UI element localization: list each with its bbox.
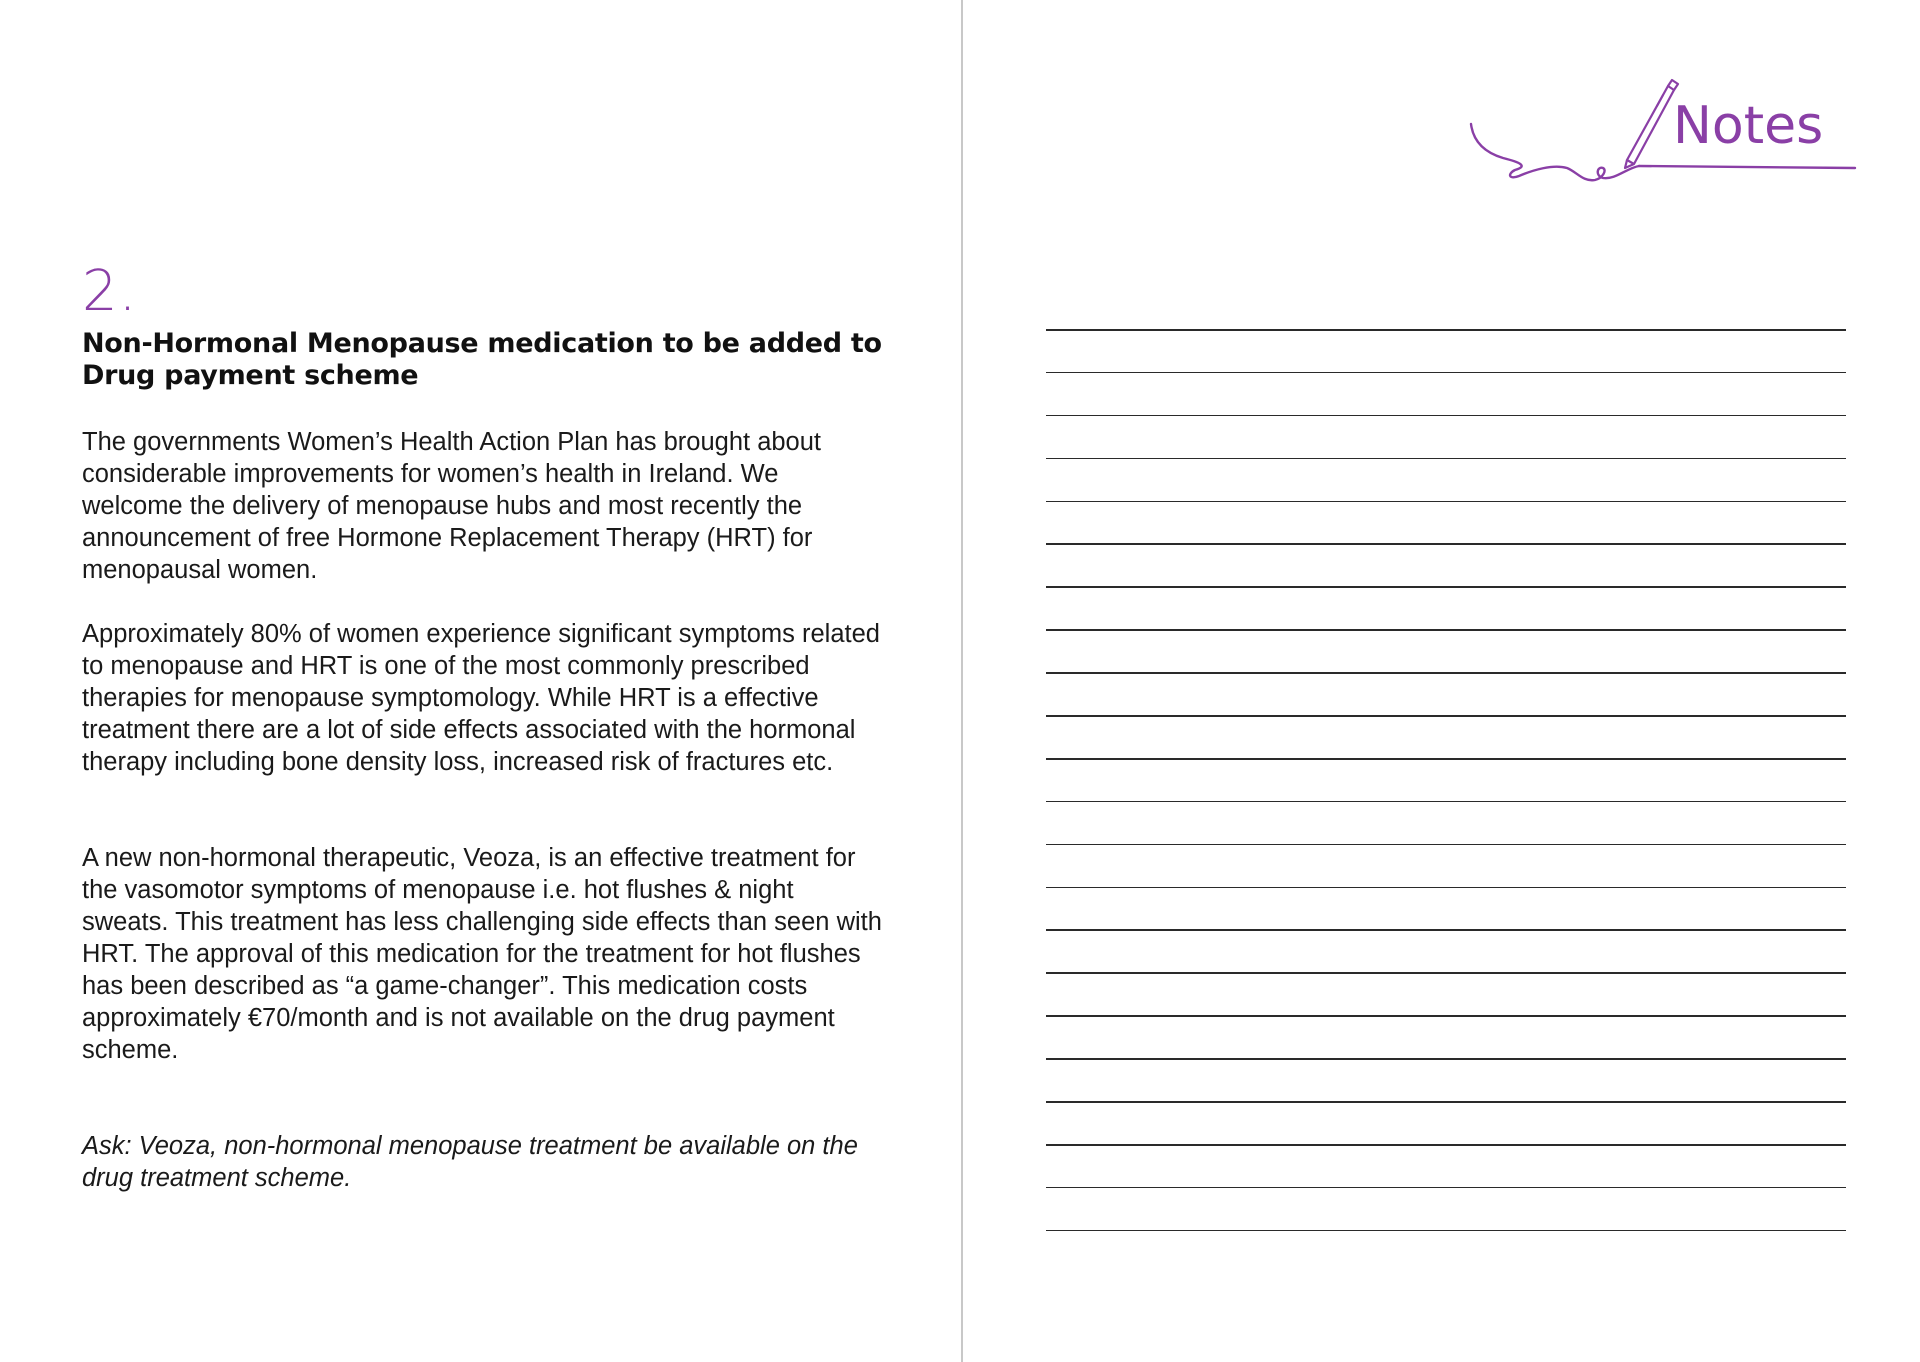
note-line <box>1046 1015 1846 1017</box>
paragraph-3: A new non-hormonal therapeutic, Veoza, is an effective treatment for the vasomotor symptoms of menopause i.e. hot flushes & night sweats. This treatment has less challenging side effects than seen with HRT. The approval of this medication for the treatment for hot flushes has been described as “a game-changer”. This medication costs approximately €70/month and is not available on the drug payment scheme. <box>82 844 882 1064</box>
note-line <box>1046 844 1846 846</box>
note-line <box>1046 1144 1846 1146</box>
section-title: Non-Hormonal Menopause medication to be added to Drug payment scheme <box>82 328 882 391</box>
note-line <box>1046 329 1846 331</box>
right-page <box>963 0 1920 1362</box>
note-line <box>1046 501 1846 503</box>
paragraph-2: Approximately 80% of women experience significant symptoms related to menopause and HRT is one of the most commonly prescribed therapies for menopause symptomology. While HRT is a effective treatment there are a lot of side effects associated with the hormonal therapy including bone density loss, increased risk of fractures etc. <box>82 620 880 776</box>
note-line <box>1046 543 1846 545</box>
note-line <box>1046 887 1846 889</box>
note-line <box>1046 1230 1846 1232</box>
notes-header <box>963 0 1920 200</box>
ask-statement: Ask: Veoza, non-hormonal menopause treatment be available on the drug treatment scheme. <box>82 1132 858 1192</box>
note-line <box>1046 715 1846 717</box>
note-line <box>1046 758 1846 760</box>
note-line <box>1046 372 1846 374</box>
note-line <box>1046 1101 1846 1103</box>
notes-writing-lines <box>1046 329 1846 1273</box>
note-line <box>1046 801 1846 803</box>
note-line <box>1046 415 1846 417</box>
note-line <box>1046 1058 1846 1060</box>
section-number: 2. <box>82 259 138 324</box>
note-line <box>1046 929 1846 931</box>
paragraph-1: The governments Women’s Health Action Plan has brought about considerable improvements for women’s health in Ireland. We welcome the delivery of menopause hubs and most recently the announcement of free Hormone Replacement Therapy (HRT) for menopausal women. <box>82 428 822 584</box>
note-line <box>1046 629 1846 631</box>
note-line <box>1046 1187 1846 1189</box>
note-line <box>1046 972 1846 974</box>
note-line <box>1046 586 1846 588</box>
notes-title: Notes <box>1673 96 1824 156</box>
note-line <box>1046 672 1846 674</box>
note-line <box>1046 458 1846 460</box>
